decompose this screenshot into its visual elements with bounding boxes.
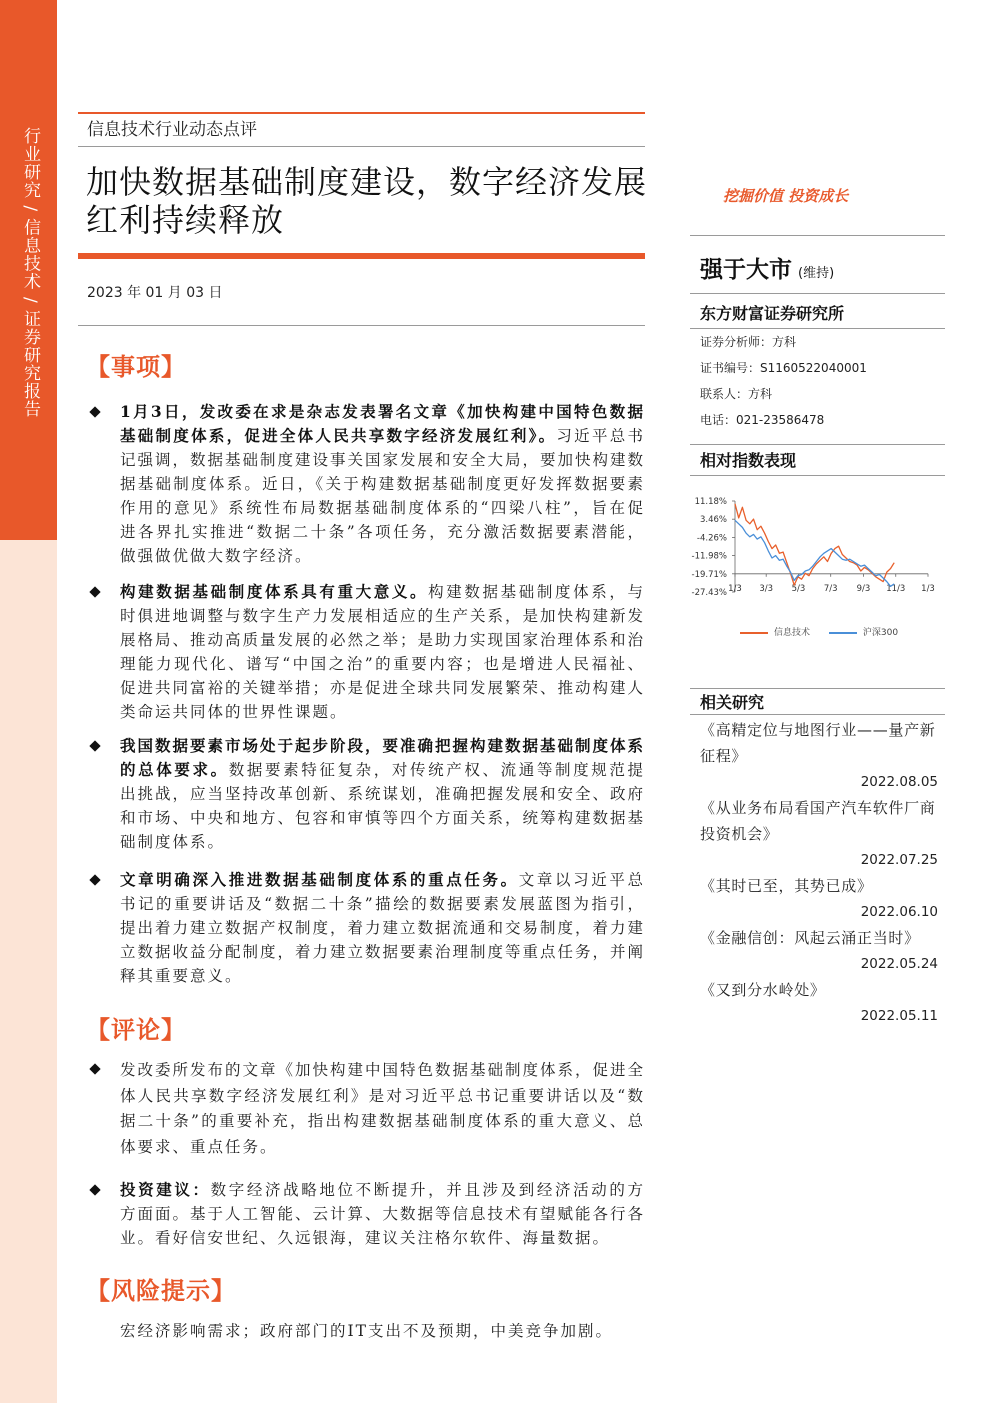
legend-label: 信息技术 — [774, 628, 811, 638]
y-tick-label: 3.46% — [699, 515, 727, 526]
y-tick-label: -19.71% — [691, 569, 727, 580]
bullet-text — [120, 868, 645, 988]
report-date: 2023 年 01 月 03 日 — [87, 285, 223, 301]
report-title-line-1: 加快数据基础制度建设，数字经济发展 — [86, 163, 648, 201]
diamond-bullet-icon — [89, 406, 100, 417]
bullet-lead: 我国数据要素市场处于起步阶段，要准确把握构建数据基础制度体系的总体要求。 — [120, 736, 646, 779]
related-research-list — [700, 717, 940, 1029]
event-bullet — [88, 400, 645, 568]
bullet-body: 构建数据基础制度体系，与时俱进地调整与数字生产力发展相适应的生产关系，是加快构建新发展格局、推动高质量发展的必然之举；是助力实现国家治理体系和治理能力现代化、谱写“中国之治”的重要内容；也是增进人民福祉、促进共同富裕的关键举措；亦是促进全球共同发展繁荣、推动构建人类命运共同体的世界性课题。 — [120, 583, 646, 721]
x-tick-label: 1/3 — [921, 584, 935, 594]
legend-swatch — [829, 632, 857, 634]
related-item — [700, 925, 940, 977]
y-tick-label: -4.26% — [696, 533, 727, 544]
aside-divider — [690, 688, 945, 689]
bullet-lead: 文章明确深入推进数据基础制度体系的重点任务。 — [120, 870, 519, 889]
related-item-title: 《从业务布局看国产汽车软件厂商投资机会》 — [700, 799, 936, 843]
related-item-title: 《金融信创：风起云涌正当时》 — [700, 929, 920, 947]
aside-divider — [690, 235, 945, 236]
contact-name: 联系人：方科 — [700, 387, 773, 401]
bullet-text — [120, 580, 645, 724]
bullet-lead: 构建数据基础制度体系具有重大意义。 — [120, 582, 429, 601]
aside-divider — [690, 293, 945, 294]
related-item-date: 2022.08.05 — [860, 774, 938, 790]
x-tick-label: 7/3 — [823, 584, 838, 594]
diamond-bullet-icon — [89, 874, 100, 885]
bullet-body: 文章以习近平总书记的重要讲话及“数据二十条”描绘的数据要素发展蓝图为指引，提出着力建立数据产权制度，着力建立数据流通和交易制度，着力建立数据收益分配制度，着力建立数据要素治理制度等重点任务，并阐释其重要意义。 — [120, 871, 646, 985]
section-heading-risks: 【风险提示】 — [86, 1277, 236, 1305]
section-heading-events: 【事项】 — [86, 353, 186, 381]
bullet-text — [120, 400, 645, 568]
sidebar-band-light — [0, 540, 57, 1403]
aside-divider — [690, 444, 945, 445]
legend-label: 沪深300 — [862, 628, 899, 638]
certificate-number: 证书编号：S1160522040001 — [700, 361, 867, 375]
chart-title: 相对指数表现 — [700, 451, 797, 470]
series-line-0 — [735, 504, 894, 585]
slogan: 挖掘价值 投资成长 — [723, 187, 849, 205]
diamond-bullet-icon — [89, 1184, 100, 1195]
bullet-text — [120, 734, 645, 854]
comment-bullet — [88, 1178, 645, 1250]
x-tick-label: 5/3 — [791, 584, 806, 594]
x-tick-label: 3/3 — [759, 584, 774, 594]
date-divider — [78, 325, 645, 326]
related-item-date: 2022.06.10 — [860, 904, 938, 920]
diamond-bullet-icon — [89, 1063, 100, 1074]
x-tick-label: 11/3 — [886, 584, 906, 594]
related-item-title: 《又到分水岭处》 — [700, 981, 826, 999]
rating — [700, 256, 834, 288]
bullet-text — [120, 1057, 645, 1160]
bullet-body: 数字经济战略地位不断提升，并且涉及到经济活动的方方面面。基于人工智能、云计算、大数据等信息技术有望赋能各行各业。看好信安世纪、久远银海，建议关注格尔软件、海量数据。 — [120, 1181, 646, 1247]
aside-divider — [690, 475, 945, 476]
related-item-title: 《其时已至，其势已成》 — [700, 877, 873, 895]
analyst-name: 证券分析师：方科 — [700, 335, 797, 349]
series-line-1 — [735, 520, 894, 586]
legend-item — [740, 626, 810, 640]
header-divider — [78, 146, 645, 147]
bullet-text — [120, 1178, 645, 1250]
aside-divider — [690, 714, 945, 715]
related-item — [700, 873, 940, 925]
comment-bullet — [88, 1057, 645, 1160]
section-heading-comments: 【评论】 — [86, 1016, 186, 1044]
related-item-date: 2022.05.11 — [860, 1008, 938, 1024]
legend-swatch — [740, 632, 768, 634]
header-top-rule — [78, 112, 645, 114]
y-tick-label: 11.18% — [694, 497, 727, 507]
phone-number: 电话：021-23586478 — [700, 413, 825, 427]
event-bullet — [88, 868, 645, 988]
legend-item — [829, 626, 898, 640]
rating-value: 强于大市 — [700, 257, 792, 283]
related-item-title: 《高精定位与地图行业——量产新征程》 — [700, 721, 936, 765]
report-title — [86, 163, 647, 239]
bullet-body: 数据要素特征复杂，对传统产权、流通等制度规范提出挑战，应当坚持改革创新、系统谋划，准确把握发展和安全、政府和市场、中央和地方、包容和审慎等四个方面关系，统筹构建数据基础制度体系。 — [120, 761, 646, 851]
relative-performance-chart — [690, 488, 945, 613]
event-bullet — [88, 734, 645, 854]
report-category: 信息技术行业动态点评 — [87, 120, 257, 140]
aside-divider — [690, 328, 945, 329]
related-item-date: 2022.05.24 — [860, 956, 938, 972]
x-tick-label: 1/3 — [728, 584, 742, 594]
sidebar-label: 行业研究 / 信息技术 / 证券研究报告 — [20, 127, 40, 419]
title-underline-bar — [78, 253, 645, 259]
diamond-bullet-icon — [89, 740, 100, 751]
x-tick-label: 9/3 — [856, 584, 871, 594]
diamond-bullet-icon — [89, 586, 100, 597]
risk-text: 宏经济影响需求；政府部门的IT支出不及预期，中美竞争加剧。 — [120, 1322, 613, 1340]
y-tick-label: -11.98% — [691, 551, 727, 562]
chart-legend — [740, 626, 914, 640]
related-item — [700, 795, 940, 873]
y-tick-label: -27.43% — [691, 588, 727, 598]
related-item-date: 2022.07.25 — [860, 852, 938, 868]
bullet-lead: 投资建议： — [120, 1180, 211, 1199]
bullet-lead: 1月3日，发改委在求是杂志发表署名文章《加快构建中国特色数据基础制度体系，促进全体人民共享数字经济发展红利》。 — [120, 402, 645, 445]
institute-name: 东方财富证券研究所 — [700, 304, 845, 323]
event-bullet — [88, 580, 645, 724]
related-research-heading: 相关研究 — [700, 693, 765, 712]
related-item — [700, 977, 940, 1029]
rating-note: (维持) — [798, 266, 835, 281]
report-title-line-2: 红利持续释放 — [86, 201, 285, 239]
related-item — [700, 717, 940, 795]
bullet-body: 发改委所发布的文章《加快构建中国特色数据基础制度体系，促进全体人民共享数字经济发展红利》是对习近平总书记重要讲话以及“数据二十条”的重要补充，指出构建数据基础制度体系的重大意义、总体要求、重点任务。 — [120, 1061, 646, 1156]
bullet-body: 习近平总书记强调，数据基础制度建设事关国家发展和安全大局，要加快构建数据基础制度体系。近日，《关于构建数据基础制度更好发挥数据要素作用的意见》系统性布局数据基础制度体系的“四梁八柱”，旨在促进各界扎实推进“数据二十条”各项任务，充分激活数据要素潜能，做强做优做大数字经济。 — [120, 427, 646, 565]
